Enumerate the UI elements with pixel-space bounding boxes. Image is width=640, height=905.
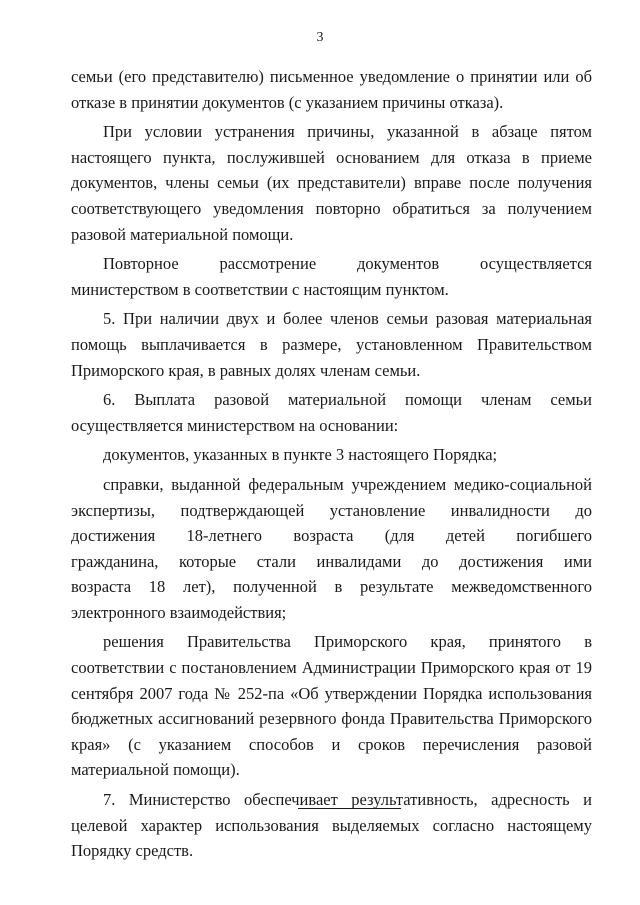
- paragraph-item-6-documents: документов, указанных в пункте 3 настоящего Порядка;: [103, 445, 498, 465]
- paragraph-notification-end: семьи (его представителю) письменное уведомление о принятии или об отказе в принятии документов (с указанием причины отказа).: [71, 67, 592, 112]
- document-body: [71, 64, 592, 864]
- paragraph-item-5: 5. При наличии двух и более членов семьи разовая материальная помощь выплачивается в размере, установленном Правительством Приморского края, в равных долях членам семьи.: [71, 309, 592, 380]
- closing-divider-line: [298, 808, 401, 809]
- page-number: 3: [316, 30, 324, 45]
- paragraph-resubmission: При условии устранения причины, указанной в абзаце пятом настоящего пункта, послужившей основанием для отказа в приеме документов, члены семьи (их представители) вправе после получения соответствующего уведомления повторно обратиться за получением разовой материальной помощи.: [71, 122, 592, 244]
- paragraph-item-6-certificate: справки, выданной федеральным учреждением медико-социальной экспертизы, подтверждающей установление инвалидности до достижения 18-летнего возраста (для детей погибшего гражданина, которые стали инвалидами до достижения ими возраста 18 лет), полученной в результате межведомственного электронного взаимодействия;: [71, 474, 592, 622]
- paragraph-repeat-review: Повторное рассмотрение документов осуществляется министерством в соответствии с настоящим пунктом.: [71, 254, 592, 299]
- paragraph-item-7: 7. Министерство обеспечивает результативность, адресность и целевой характер использования выделяемых согласно настоящему Порядку средств.: [71, 790, 592, 861]
- paragraph-item-6-decision: решения Правительства Приморского края, принятого в соответствии с постановлением Администрации Приморского края от 19 сентября 2007 года № 252-па «Об утверждении Порядка использования бюджетных ассигнований резервного фонда Правительства Приморского края» (с указанием способов и сроков перечисления разовой материальной помощи).: [71, 632, 592, 780]
- paragraph-item-6: 6. Выплата разовой материальной помощи членам семьи осуществляется министерством на основании:: [71, 390, 592, 435]
